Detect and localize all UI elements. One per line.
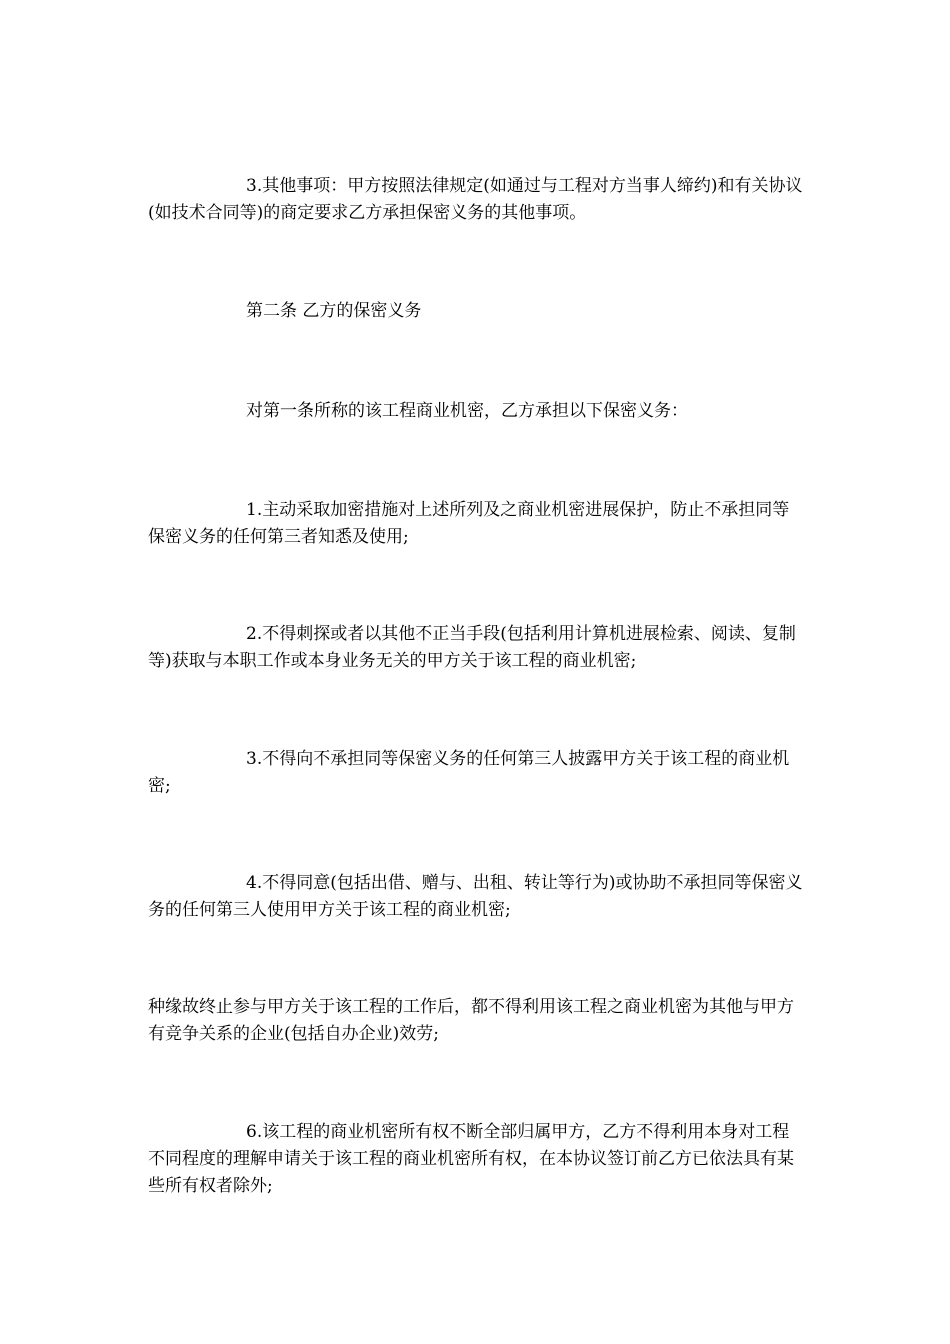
paragraph-item-5-fragment: 种缘故终止参与甲方关于该工程的工作后，都不得利用该工程之商业机密为其他与甲方有竞争关系的企业(包括自办企业)效劳; [148,997,794,1044]
paragraph-item-2: 2.不得刺探或者以其他不正当手段(包括利用计算机进展检索、阅读、复制等)获取与本职工作或本身业务无关的甲方关于该工程的商业机密; [148,624,796,671]
paragraph-other-matters: 3.其他事项：甲方按照法律规定(如通过与工程对方当事人缔约)和有关协议(如技术合同等)的商定要求乙方承担保密义务的其他事项。 [148,176,803,223]
paragraph-item-1: 1.主动采取加密措施对上述所列及之商业机密进展保护，防止不承担同等保密义务的任何第三者知悉及使用; [148,500,790,547]
paragraph-item-4: 4.不得同意(包括出借、赠与、出租、转让等行为)或协助不承担同等保密义务的任何第三人使用甲方关于该工程的商业机密; [148,873,803,920]
paragraph-intro: 对第一条所称的该工程商业机密，乙方承担以下保密义务： [246,401,688,421]
paragraph-item-6: 6.该工程的商业机密所有权不断全部归属甲方，乙方不得利用本身对工程不同程度的理解申请关于该工程的商业机密所有权，在本协议签订前乙方已依法具有某些所有权者除外; [148,1122,794,1196]
section-heading-article-2: 第二条 乙方的保密义务 [246,301,422,321]
paragraph-item-3: 3.不得向不承担同等保密义务的任何第三人披露甲方关于该工程的商业机密; [148,749,790,796]
